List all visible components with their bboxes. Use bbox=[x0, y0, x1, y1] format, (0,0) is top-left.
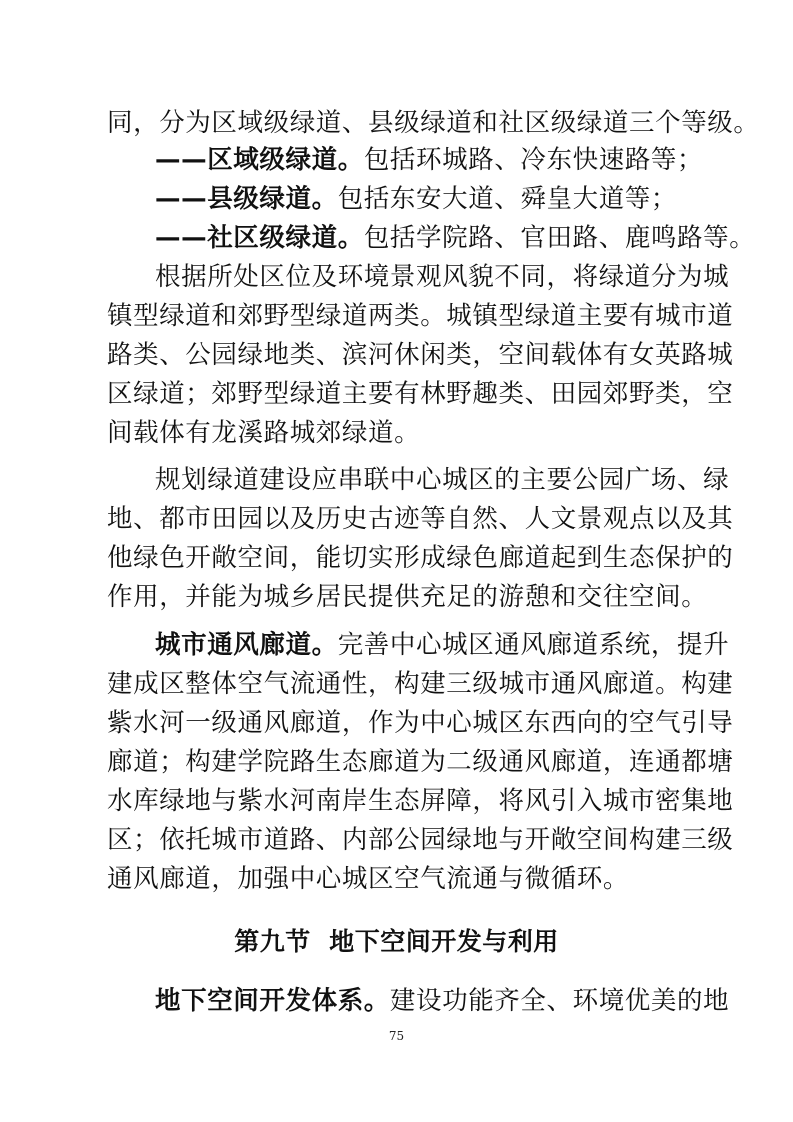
body-line bbox=[155, 983, 730, 1019]
body-line bbox=[107, 415, 687, 451]
list-item-county-greenway bbox=[155, 181, 687, 217]
body-text: 廊道；构建学院路生态廊道为二级通风廊道，连通都塘 bbox=[107, 747, 734, 777]
body-line bbox=[155, 462, 730, 498]
page-number: 75 bbox=[388, 1029, 405, 1043]
body-text: 根据所处区位及环境景观风貌不同，将绿道分为城 bbox=[155, 262, 730, 292]
paragraph-lead: 地下空间开发体系。 bbox=[155, 986, 390, 1016]
list-item-community-greenway bbox=[155, 220, 756, 256]
body-line bbox=[155, 627, 730, 663]
body-text: 建设功能齐全、环境优美的地 bbox=[389, 986, 730, 1016]
list-item-lead: ——区域级绿道。 bbox=[155, 145, 364, 175]
list-item-regional-greenway bbox=[155, 142, 704, 178]
body-line bbox=[107, 744, 734, 780]
paragraph-lead: 城市通风廊道。 bbox=[155, 630, 338, 660]
body-line bbox=[107, 501, 734, 537]
body-line bbox=[107, 105, 760, 141]
body-text: 镇型绿道和郊野型绿道两类。城镇型绿道主要有城市道 bbox=[107, 301, 734, 331]
body-line bbox=[107, 861, 687, 897]
body-text: 通风廊道，加强中心城区空气流通与微循环。 bbox=[107, 864, 630, 894]
body-text: 区绿道；郊野型绿道主要有林野趣类、田园郊野类，空 bbox=[107, 379, 734, 409]
list-item-text: 包括学院路、官田路、鹿鸣路等。 bbox=[363, 223, 756, 253]
body-text: 同，分为区域级绿道、县级绿道和社区级绿道三个等级。 bbox=[107, 108, 760, 138]
list-item-text: 包括东安大道、舜皇大道等； bbox=[337, 184, 678, 214]
body-line bbox=[107, 337, 734, 373]
body-line bbox=[107, 376, 734, 412]
body-line bbox=[107, 579, 708, 615]
body-text: 区；依托城市道路、内部公园绿地与开敞空间构建三级 bbox=[107, 825, 734, 855]
body-text: 紫水河一级通风廊道，作为中心城区东西向的空气引导 bbox=[107, 708, 734, 738]
section-heading: 第九节 地下空间开发与利用 bbox=[234, 927, 559, 956]
body-text: 地、都市田园以及历史古迹等自然、人文景观点以及其 bbox=[107, 504, 734, 534]
list-item-lead: ——县级绿道。 bbox=[155, 184, 338, 214]
body-line bbox=[107, 298, 734, 334]
body-line bbox=[107, 540, 734, 576]
body-text: 他绿色开敞空间，能切实形成绿色廊道起到生态保护的 bbox=[107, 543, 734, 573]
body-text: 建成区整体空气流通性，构建三级城市通风廊道。构建 bbox=[107, 669, 734, 699]
body-text: 作用，并能为城乡居民提供充足的游憩和交往空间。 bbox=[107, 582, 708, 612]
body-line bbox=[107, 783, 734, 819]
body-line bbox=[107, 666, 734, 702]
body-line bbox=[107, 705, 734, 741]
body-text: 路类、公园绿地类、滨河休闲类，空间载体有女英路城 bbox=[107, 340, 734, 370]
body-line bbox=[107, 822, 734, 858]
body-text: 间载体有龙溪路城郊绿道。 bbox=[107, 418, 421, 448]
body-text: 规划绿道建设应串联中心城区的主要公园广场、绿 bbox=[155, 465, 730, 495]
list-item-lead: ——社区级绿道。 bbox=[155, 223, 364, 253]
body-text: 水库绿地与紫水河南岸生态屏障，将风引入城市密集地 bbox=[107, 786, 734, 816]
list-item-text: 包括环城路、冷东快速路等； bbox=[363, 145, 704, 175]
body-line bbox=[155, 259, 730, 295]
body-text: 完善中心城区通风廊道系统，提升 bbox=[337, 630, 730, 660]
